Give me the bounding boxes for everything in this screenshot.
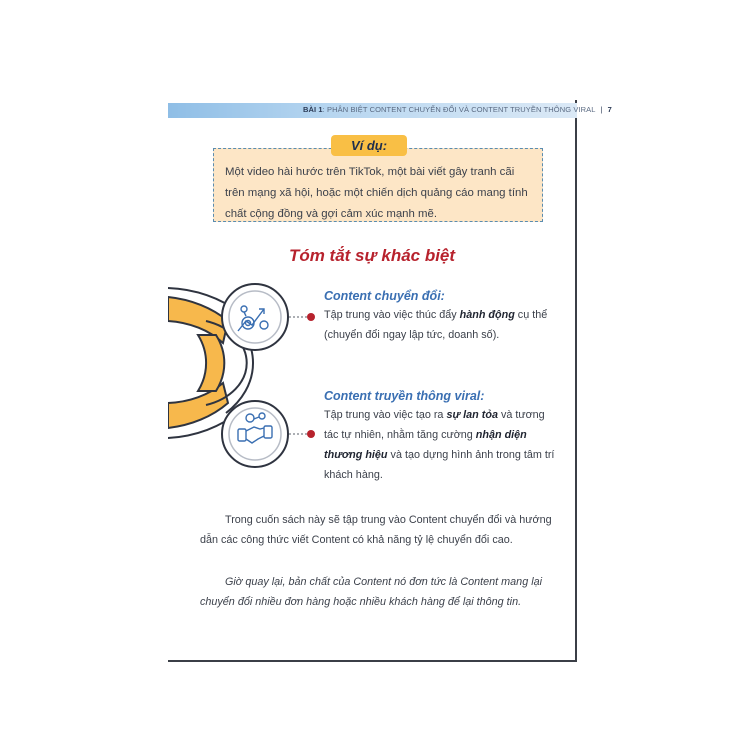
item-body-text: Tập trung vào việc tạo ra bbox=[324, 409, 447, 421]
item-body-emphasis: hành động bbox=[459, 309, 515, 321]
paragraph-1: Trong cuốn sách này sẽ tập trung vào Content chuyển đổi và hướng dẫn các công thức viết Content có khả năng tỷ lệ chuyển đổi cao. bbox=[200, 514, 552, 546]
page-border-bottom bbox=[168, 660, 577, 662]
paragraph-2: Giờ quay lại, bản chất của Content nó đơn tức là Content mang lại chuyển đổi nhiều đơn hàng hoặc nhiều khách hàng để lại thông tin. bbox=[200, 576, 542, 608]
page-border-right bbox=[575, 100, 577, 662]
lesson-label: BÀI 1 bbox=[303, 105, 323, 114]
ring-middle-orange bbox=[198, 335, 224, 391]
item-body-text: Tập trung vào việc thúc đẩy bbox=[324, 309, 460, 321]
lesson-description: : PHÂN BIỆT CONTENT CHUYỂN ĐỔI VÀ CONTENT TRUYỀN THÔNG VIRAL bbox=[322, 105, 596, 114]
item-body-text: và tương tác tự nhiên, nhằm tăng cường bbox=[324, 409, 545, 441]
item-body-conversion bbox=[324, 305, 554, 345]
example-text: Một video hài hước trên TikTok, một bài viết gây tranh cãi trên mạng xã hội, hoặc một chiến dịch quảng cáo mang tính chất cộng đồng và gợi cảm xúc mạnh mẽ. bbox=[225, 166, 528, 220]
connector-top bbox=[289, 313, 315, 321]
item-body-viral bbox=[324, 405, 556, 485]
section-title: Tóm tắt sự khác biệt bbox=[288, 246, 456, 265]
item-body-text: cụ thể (chuyển đổi ngay lập tức, doanh số). bbox=[324, 309, 548, 341]
header-separator: | bbox=[600, 105, 603, 114]
item-body-text: và tạo dựng hình ảnh trong tâm trí khách hàng. bbox=[324, 449, 555, 481]
icon-circle-top bbox=[222, 284, 288, 350]
item-title-viral: Content truyền thông viral: bbox=[324, 389, 485, 403]
icon-circle-bottom bbox=[222, 401, 288, 467]
running-header bbox=[303, 105, 612, 114]
item-body-emphasis: nhận diện thương hiệu bbox=[324, 429, 527, 461]
summary-diagram bbox=[168, 283, 338, 468]
page-number: 7 bbox=[607, 105, 612, 114]
connector-bottom bbox=[289, 430, 315, 438]
item-body-emphasis: sự lan tỏa bbox=[446, 409, 498, 421]
item-title-conversion: Content chuyển đổi: bbox=[324, 289, 445, 303]
example-tag: Ví dụ: bbox=[331, 135, 407, 156]
